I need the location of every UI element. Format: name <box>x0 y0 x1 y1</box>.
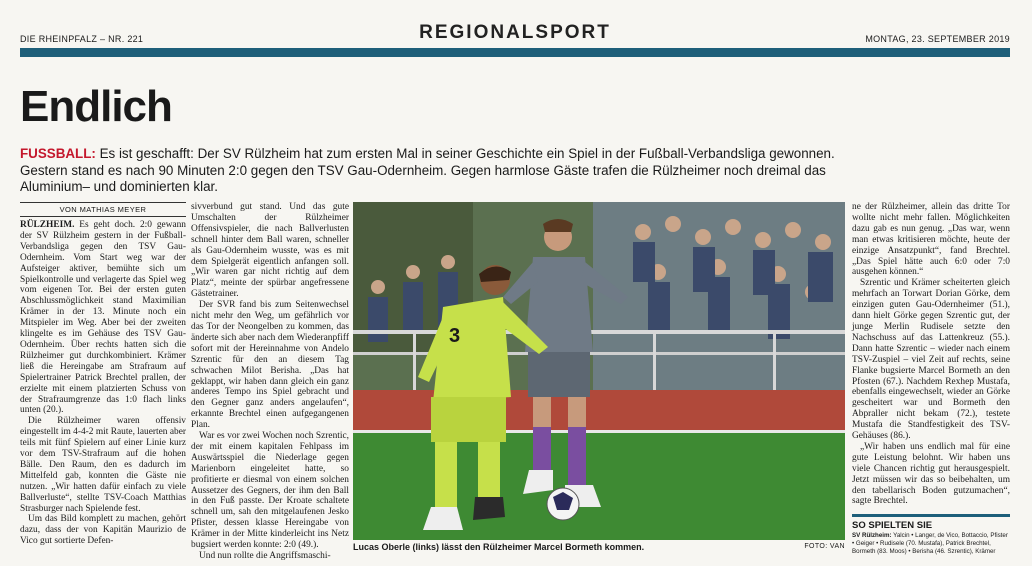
section-title: REGIONALSPORT <box>419 22 611 43</box>
match-photo <box>353 202 845 540</box>
article-column-3 <box>852 202 1010 507</box>
paragraph: War es vor zwei Wochen noch Szrentic, der mit einem kapitalen Fehlpass im Auswärtsspiel die Niederlage gegen Marienborn eingeleitet hatte, so profitierte er diesmal von einem solchen Aussetzer des Gegners, der ihm den Ball in den Fuß passte. Der Kroate schaltete schnell um, sah den mitgelaufenen Jesko Pfister, dessen klasse Hereingabe von Krämer in der Mitte kinderleicht ins Netz bugsiert werden konnte: 2:0 (49.). <box>191 431 349 551</box>
paragraph: „Wir haben uns endlich mal für eine gute Leistung belohnt. Wir haben uns viele Chancen richtig gut herausgespielt. Jetzt müssen wir das so beibehalten, um den tabellarisch Boden gutzumachen“, sagte Brechtel. <box>852 441 1010 507</box>
paragraph: Und nun rollte die Angriffsmaschi- <box>199 551 331 561</box>
lineup-team: SV Rülzheim: <box>852 532 892 539</box>
paragraph: Um das Bild komplett zu machen, gehört dazu, dass der von Kapitän Maurizio de Vico gut sortierte Defen- <box>20 514 186 547</box>
masthead-date: MONTAG, 23. SEPTEMBER 2019 <box>865 34 1010 44</box>
byline: VON MATHIAS MEYER <box>20 202 186 217</box>
photo-illustration <box>353 202 845 540</box>
dateline: RÜLZHEIM. <box>20 220 75 230</box>
masthead-issue: DIE RHEINPFALZ – NR. 221 <box>20 34 144 44</box>
paragraph: Szrentic und Krämer scheiterten gleich mehrfach an Torwart Dorian Görke, dem einzigen guten Gau-Odernheimer (51.), dann hielt Görke gegen Szrentic gut, der junge Merlin Rudisele setzte den Nachschuss auf das Lattenkreuz (55.). Dann hatte Szrentic – wieder nach einem TSV-Zuspiel – viel Zeit auf rechts, seine Flanke bugsierte Marcel Bormeth an den Pfosten (67.). Nachdem Rexhep Mustafa, ebenfalls eingewechselt, wieder an Görke gescheitert war und Bormeth den Abpraller nicht bekam (72.), testete Mustafa die Standfestigkeit des TSV-Gehäuses (86.). <box>852 278 1010 442</box>
caption-text: Lucas Oberle (links) lässt den Rülzheimer Marcel Bormeth kommen. <box>353 542 645 552</box>
lineup-players: Yalcin • Langer, de Vico, Bottaccio, Pfister • Geiger • Rudisele (70. Mustafa), Patrick Brechtel, Bormeth (83. Moos) • Berisha (46. Szrentic), Krämer <box>852 532 1008 555</box>
headline: Endlich <box>20 82 172 131</box>
photo-credit: FOTO: VAN <box>804 543 845 550</box>
paragraph-text: Es geht doch. 2:0 gewann der SV Rülzheim gestern in der Fußball-Verbandsliga gegen den TSV Gau-Odernheim. Vom Start weg war der Aufsteiger aktiver, bemühte sich um Spielkontrolle und verlagerte das Spiel weg vom eigenen Tor. Bei der ersten guten Abschlussmöglichkeit stand Maximilian Krämer in der 13. Minute noch ein Mitspieler im Weg. Aber bei der zweiten klingelte es im Gehäuse des TSV Gau-Odernheim. Über rechts hatten sich die Rülzheimer gut durchkombiniert. Krämer ließ die Hereingabe am Strafraum auf Spielertrainer Patrick Brechtel prallen, der erzielte mit einem platzierten Schuss von der Strafraumgrenze das 1:0 flach links unten (20.). <box>20 220 186 416</box>
article-column-1 <box>20 220 186 547</box>
lineup-title: SO SPIELTEN SIE <box>852 514 1010 531</box>
paragraph: Die Rülzheimer waren offensiv eingestellt im 4-4-2 mit Raute, lauerten aber teils mit fünf Spielern auf einer Linie kurz vor dem TSV-Strafraum auf die hohen Bälle. Den Raum, den es dadurch im Mittelfeld gab, konnten die Gäste nie nutzen. „Wir hatten dafür einfach zu viele Ballverluste“, stellte TSV-Coach Matthias Strasburger nach Spielende fest. <box>20 416 186 514</box>
lead-text: Es ist geschafft: Der SV Rülzheim hat zum ersten Mal in seiner Geschichte ein Spiel in der Fußball-Verbandsliga gewonnen. Gestern stand es nach 90 Minuten 2:0 gegen den TSV Gau-Odernheim. Gegen harmlose Gäste trafen die Rülzheimer noch dreimal das Aluminium– und dominierten klar. <box>20 146 835 194</box>
paragraph <box>20 220 186 416</box>
lineup-box <box>852 532 1010 556</box>
section-bar <box>20 48 1010 57</box>
paragraph: ne der Rülzheimer, allein das dritte Tor wollte nicht mehr fallen. Möglichkeiten dazu gab es nun genug. „Das war, wenn man etwas kritisieren möchte, heute der einzige Ansatzpunkt“, fand Brechtel. „Das Spiel hätte auch 6:0 oder 7:0 ausgehen können.“ <box>852 202 1010 278</box>
lead-kicker: FUSSBALL: <box>20 146 96 161</box>
photo-caption <box>353 542 845 552</box>
ball-icon <box>547 488 579 520</box>
masthead <box>20 22 1010 50</box>
article-column-2 <box>191 202 349 562</box>
jersey-number: 3 <box>449 325 461 347</box>
paragraph: sivverbund gut stand. Und das gute Umschalten der Rülzheimer Offensivspieler, die nach Ballverlusten schnell hinter dem Ball waren, schneller als Gau-Odernheim wusste, was es mit dem Spielgerät eigentlich anfangen soll. „Wir waren gar nicht richtig auf dem Platz“, meinte der spürbar angefressene Gästetrainer. <box>191 202 349 300</box>
paragraph: Der SVR fand bis zum Seitenwechsel nicht mehr den Weg, um gefährlich vor das Tor der Neongelben zu kommen, das änderte sich aber nach dem Wiederanpfiff sofort mit der Hereinnahme von Andelo Szrentic für den an diesem Tag schwachen Milot Berisha. „Das hat geklappt, wir haben dann gleich ein ganz anderes Tempo ins Spiel gebracht und den Gegner ganz anders angelaufen“, erkannte Brechtel einen aufgegangenen Plan. <box>191 300 349 431</box>
lead-paragraph <box>20 146 840 196</box>
